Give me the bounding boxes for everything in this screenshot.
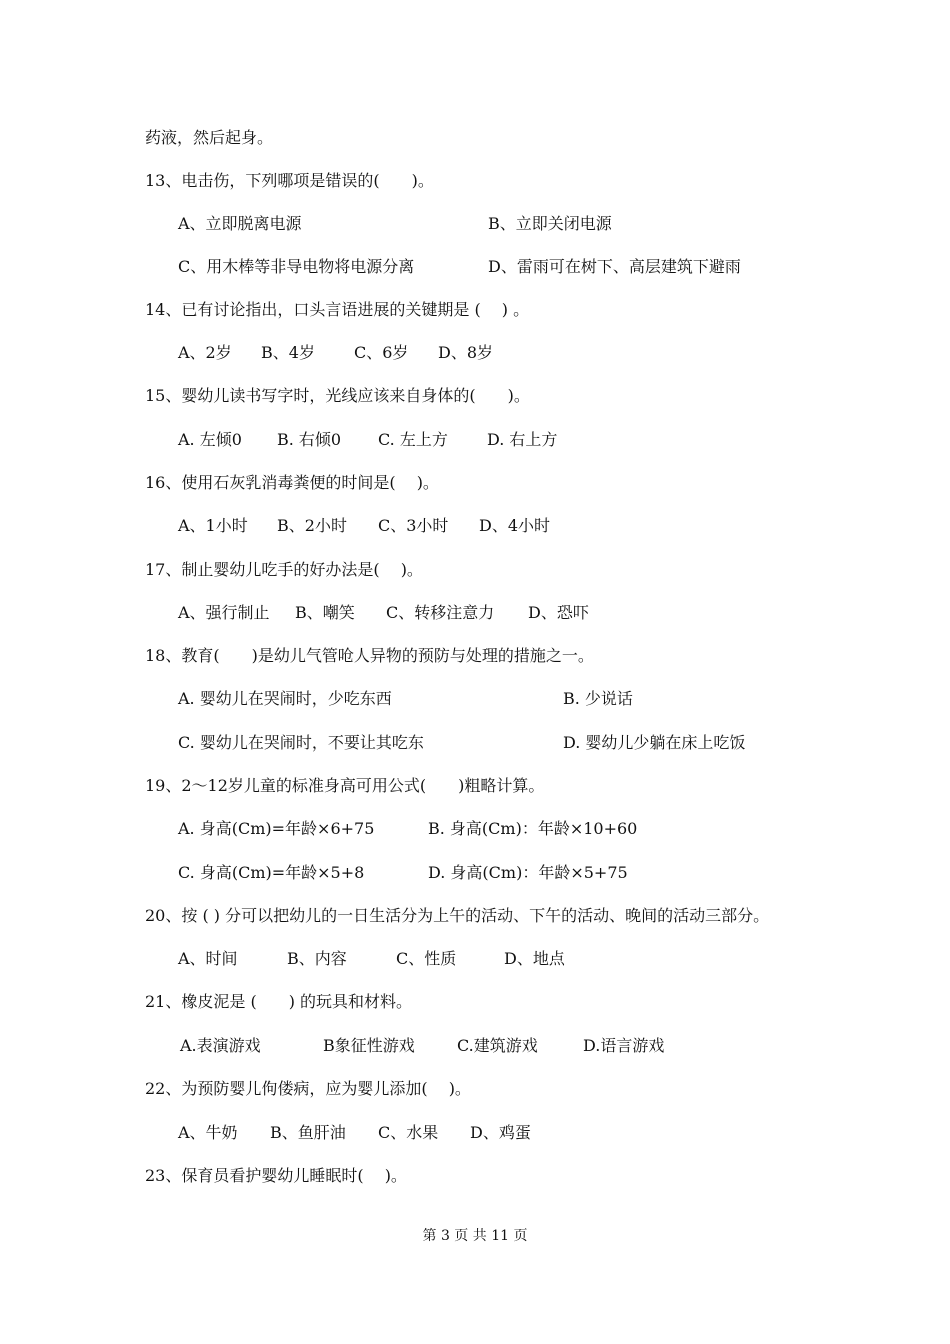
q15-option-d: D. 右上方 [487, 430, 558, 449]
q20-option-c: C、性质 [396, 949, 457, 968]
q22-option-c: C、水果 [378, 1123, 439, 1142]
q20-option-a: A、时间 [178, 949, 238, 968]
question-22: 22、为预防婴儿佝偻病，应为婴儿添加( )。 [145, 1079, 471, 1098]
q16-option-a: A、1小时 [178, 516, 248, 535]
q22-option-d: D、鸡蛋 [470, 1123, 531, 1142]
q17-option-c: C、转移注意力 [386, 603, 495, 622]
q13-option-a: A、立即脱离电源 [178, 214, 302, 233]
q19-option-b: B. 身高(Cm)：年龄×10+60 [428, 819, 638, 838]
q13-option-c: C、用木棒等非导电物将电源分离 [178, 257, 415, 276]
q18-option-d: D. 婴幼儿少躺在床上吃饭 [563, 733, 746, 752]
q15-option-b: B. 右倾0 [277, 430, 342, 449]
q15-option-c: C. 左上方 [378, 430, 448, 449]
page-number-footer: 第 3 页 共 11 页 [422, 1228, 528, 1244]
q19-option-d: D. 身高(Cm)：年龄×5+75 [428, 863, 628, 882]
question-13: 13、电击伤，下列哪项是错误的( )。 [145, 171, 434, 190]
q14-option-a: A、2岁 [178, 343, 232, 362]
question-18: 18、教育( )是幼儿气管呛人异物的预防与处理的措施之一。 [145, 646, 594, 665]
q17-option-b: B、嘲笑 [295, 603, 355, 622]
q13-option-d: D、雷雨可在树下、高层建筑下避雨 [488, 257, 741, 276]
q20-option-d: D、地点 [504, 949, 565, 968]
question-19: 19、2～12岁儿童的标准身高可用公式( )粗略计算。 [145, 776, 545, 795]
q17-option-d: D、恐吓 [528, 603, 589, 622]
q14-option-c: C、6岁 [354, 343, 409, 362]
q16-option-b: B、2小时 [277, 516, 347, 535]
q20-option-b: B、内容 [287, 949, 347, 968]
question-14: 14、已有讨论指出，口头言语进展的关键期是 ( ) 。 [145, 300, 530, 319]
question-16: 16、使用石灰乳消毒粪便的时间是( )。 [145, 473, 439, 492]
q16-option-c: C、3小时 [378, 516, 449, 535]
intro-line: 药液，然后起身。 [145, 128, 274, 147]
q14-option-d: D、8岁 [438, 343, 494, 362]
q22-option-b: B、鱼肝油 [270, 1123, 346, 1142]
q14-option-b: B、4岁 [261, 343, 315, 362]
q18-option-c: C. 婴幼儿在哭闹时，不要让其吃东 [178, 733, 424, 752]
question-20: 20、按 ( ) 分可以把幼儿的一日生活分为上午的活动、下午的活动、晚间的活动三部分。 [145, 906, 770, 925]
q17-option-a: A、强行制止 [178, 603, 270, 622]
q21-option-d: D.语言游戏 [583, 1036, 665, 1055]
q18-option-a: A. 婴幼儿在哭闹时，少吃东西 [178, 689, 392, 708]
question-23: 23、保育员看护婴幼儿睡眠时( )。 [145, 1166, 407, 1185]
question-17: 17、制止婴幼儿吃手的好办法是( )。 [145, 560, 423, 579]
question-21: 21、橡皮泥是 ( ) 的玩具和材料。 [145, 992, 413, 1011]
q21-option-a: A.表演游戏 [180, 1036, 261, 1055]
q13-option-b: B、立即关闭电源 [488, 214, 612, 233]
q18-option-b: B. 少说话 [563, 689, 633, 708]
q21-option-b: B象征性游戏 [323, 1036, 415, 1055]
q19-option-a: A. 身高(Cm)=年龄×6+75 [178, 819, 375, 838]
q15-option-a: A. 左倾0 [178, 430, 242, 449]
q16-option-d: D、4小时 [479, 516, 551, 535]
q19-option-c: C. 身高(Cm)=年龄×5+8 [178, 863, 365, 882]
q21-option-c: C.建筑游戏 [457, 1036, 538, 1055]
q22-option-a: A、牛奶 [178, 1123, 238, 1142]
question-15: 15、婴幼儿读书写字时，光线应该来自身体的( )。 [145, 386, 530, 405]
